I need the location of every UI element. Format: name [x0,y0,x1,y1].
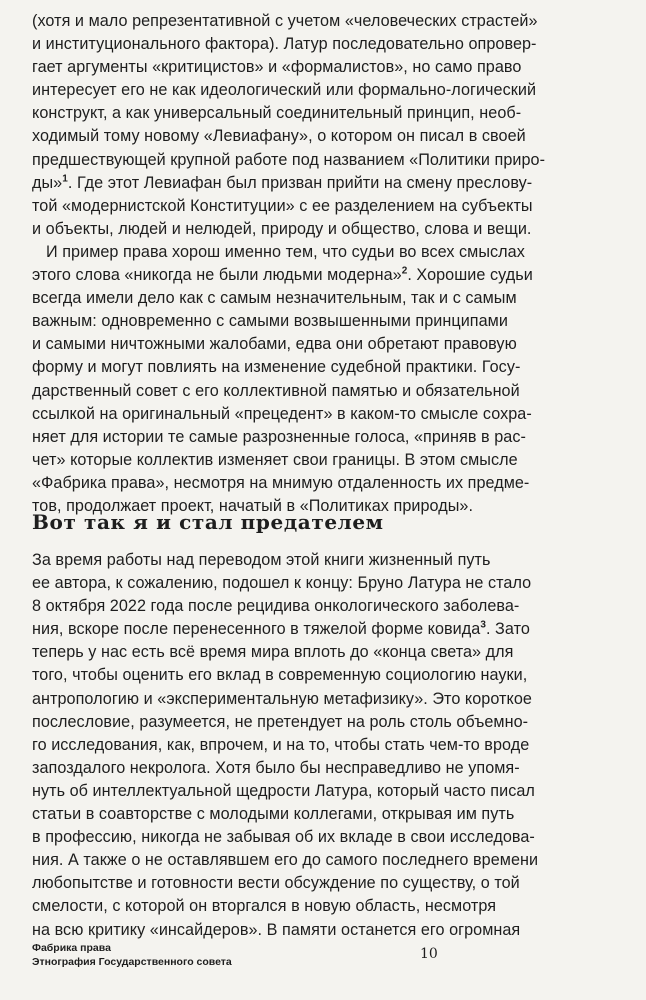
text-line: всегда имели дело как с самым незначительным, так и с самым [32,289,517,308]
text-segment: . Где этот Левиафан был призван прийти на смену преслову- [67,173,533,192]
footnote-marker-1[interactable]: 1 [62,173,68,185]
text-line: ходимый тому новому «Левиафану», о котором он писал в своей [32,127,526,146]
text-line: и институционального фактора). Латур последовательно опровер- [32,35,537,54]
text-line: статьи в соавторстве с молодыми коллегами, открывая им путь [32,805,515,824]
text-segment: этого слова «никогда не были людьми модерна» [32,266,402,285]
text-line: послесловие, разумеется, не претендует на роль столь объемно- [32,712,529,731]
section-heading: Вот так я и стал предателем [32,510,384,534]
text-line: ния. А также о не оставлявшем его до самого последнего времени [32,851,539,870]
text-line: и объекты, людей и нелюдей, природу и общество, слова и вещи. [32,219,532,238]
text-line: 8 октября 2022 года после рецидива онкологического заболева- [32,597,520,616]
text-segment: ния, вскоре после перенесенного в тяжелой форме ковида [32,620,481,639]
text-line [32,618,538,641]
text-line [32,264,545,287]
text-line: и самыми ничтожными жалобами, едва они обретают правовую [32,335,517,354]
text-line: нуть об интеллектуальной щедрости Латура, который часто писал [32,781,535,800]
text-line: предшествующей крупной работе под названием «Политики приро- [32,150,546,169]
text-line: запоздалого некролога. Хотя было бы несправедливо не упомя- [32,758,520,777]
text-line: смелости, с которой он вторгался в новую область, несмотря [32,897,497,916]
text-line: чет» которые коллектив изменяет свои границы. В этом смысле [32,450,518,469]
text-line: интересует его не как идеологический или формально-логический [32,81,537,100]
text-line: форму и могут повлиять на изменение судебной практики. Госу- [32,358,521,377]
text-line: За время работы над переводом этой книги жизненный путь [32,551,491,569]
text-line: няет для истории те самые разрозненные голоса, «приняв в рас- [32,427,526,446]
text-line: конструкт, а как универсальный соединительный принцип, необ- [32,104,522,123]
text-line: на всю критику «инсайдеров». В памяти останется его огромная [32,920,521,939]
text-line: ссылкой на оригинальный «прецедент» в каком-то смысле сохра- [32,404,532,423]
body-paragraph-1 [32,10,545,518]
text-line: (хотя и мало репрезентативной с учетом «человеческих страстей» [32,12,538,30]
text-segment: . Хорошие судьи [407,266,533,285]
text-line: ее автора, к сожалению, подошел к концу: Бруно Латура не стало [32,574,532,593]
text-line: той «модернистской Конституции» с ее разделением на субъекты [32,196,533,215]
page-number: 10 [420,946,438,962]
footnote-marker-3[interactable]: 3 [480,619,486,631]
footnote-marker-2[interactable]: 2 [401,265,408,277]
text-line: дарственный совет с его коллективной памятью и обязательной [32,381,520,400]
text-line [32,172,545,195]
text-line: любопытстве и готовности вести обсуждение по существу, о той [32,874,520,893]
text-line: того, чтобы оценить его вклад в современную социологию науки, [32,666,528,685]
footer-subtitle: Этнография Государственного совета [32,956,232,968]
text-line: теперь у нас есть всё время мира вплоть до «конца света» для [32,643,514,662]
text-line: И пример права хорош именно тем, что судьи во всех смыслах [46,242,525,261]
text-line: антропологию и «экспериментальную метафизику». Это короткое [32,689,532,708]
text-line: го исследования, как, впрочем, и на то, чтобы стать чем-то вроде [32,735,530,754]
footer-book-title: Фабрика права [32,942,111,954]
text-segment: . Зато [485,620,530,639]
body-paragraph-2 [32,549,538,942]
text-line: важным: одновременно с самыми возвышенными принципами [32,312,508,331]
text-line: гает аргументы «критицистов» и «формалистов», но само право [32,58,522,77]
text-line: в профессию, никогда не забывая об их вкладе в свои исследова- [32,828,535,847]
text-line: тов, продолжает проект, начатый в «Политиках природы». [32,496,473,515]
text-segment: ды» [32,173,63,192]
text-line: «Фабрика права», несмотря на мнимую отдаленность их предме- [32,473,530,492]
